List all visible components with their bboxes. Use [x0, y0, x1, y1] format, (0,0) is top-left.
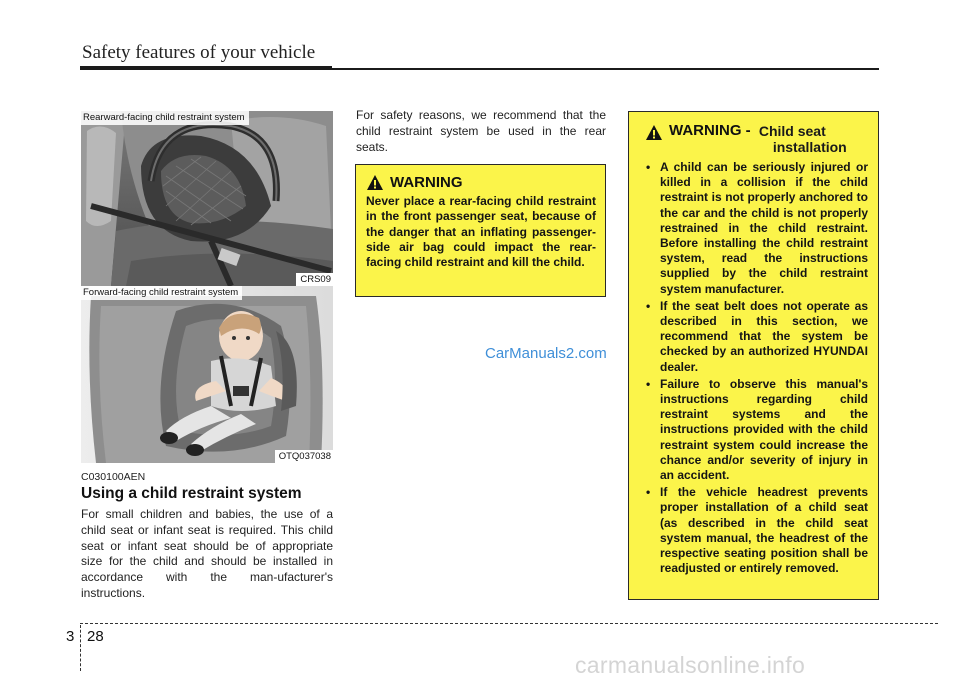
- install-warning-title: WARNING -: [669, 122, 755, 139]
- list-item: • If the seat belt does not operate as described in this section, we recommend that the system be checked by an authorized HYUNDAI dealer.: [639, 299, 868, 375]
- warning-title: WARNING: [390, 174, 463, 191]
- forward-facing-figure-code: OTQ037038: [275, 450, 333, 463]
- rear-facing-caption: Rearward-facing child restraint system: [81, 111, 249, 125]
- footer-site-watermark: carmanualsonline.info: [575, 652, 806, 678]
- install-warning-box: [628, 111, 879, 600]
- forward-facing-seat-photo: [81, 286, 333, 463]
- chapter-number: 3: [66, 628, 75, 645]
- warning-triangle-icon: [645, 124, 663, 141]
- watermark-text: CarManuals2.com: [485, 345, 607, 362]
- warning-header: [366, 174, 596, 191]
- list-item: • If the vehicle headrest prevents proper installation of a child seat (as described in the child seat system manual, the headrest of the respective seating position shall be readjusted or entirely removed.: [639, 485, 868, 576]
- section-title: Safety features of your vehicle: [82, 42, 316, 63]
- list-item: • Failure to observe this manual's instructions regarding child restraint systems and the instructions provided with the child restraint system could increase the chance and/or severity of injury in an accident.: [639, 377, 868, 483]
- footer-rule: [80, 623, 938, 624]
- warning-text: Never place a rear-facing child restraint in the front passenger seat, because of the danger that an inflating passenger-side air bag could impact the rear-facing child restraint and kill the child.: [366, 194, 596, 270]
- rear-facing-figure-code: CRS09: [296, 273, 333, 286]
- footer-vertical-rule: [80, 625, 81, 671]
- header-rule-thick: [80, 66, 332, 70]
- rear-facing-seat-photo: [81, 111, 333, 286]
- rear-seat-recommendation: For safety reasons, we recommend that the child restraint system be used in the rear seats.: [356, 108, 606, 154]
- section-code: C030100AEN: [81, 471, 146, 483]
- subtitle-line-2: installation: [772, 139, 847, 155]
- warning-triangle-icon: [366, 174, 384, 191]
- install-warning-list: [639, 160, 868, 576]
- list-item: • A child can be seriously injured or killed in a collision if the child restraint is not properly anchored to the car and the child is not properly restrained in the child restraint. Before installing the child restraint system, read the instructions supplied by the child restraint system manufacturer.: [639, 160, 868, 297]
- header-rule-thin: [332, 68, 879, 70]
- section-heading: Using a child restraint system: [81, 485, 302, 502]
- subtitle-line-1: Child seat: [758, 123, 826, 139]
- intro-paragraph: For small children and babies, the use of a child seat or infant seat is required. This child seat or infant seat should be of appropriate size for the child and should be installed in accordance with the man-ufacturer's instructions.: [81, 507, 333, 600]
- warning-box: [355, 164, 606, 297]
- page-number: 28: [87, 628, 104, 645]
- forward-facing-caption: Forward-facing child restraint system: [81, 286, 242, 300]
- install-warning-subtitle: [759, 123, 847, 155]
- forward-facing-seat-illustration: [81, 286, 333, 463]
- rear-facing-seat-illustration: [81, 111, 333, 286]
- install-warning-header: [639, 122, 868, 155]
